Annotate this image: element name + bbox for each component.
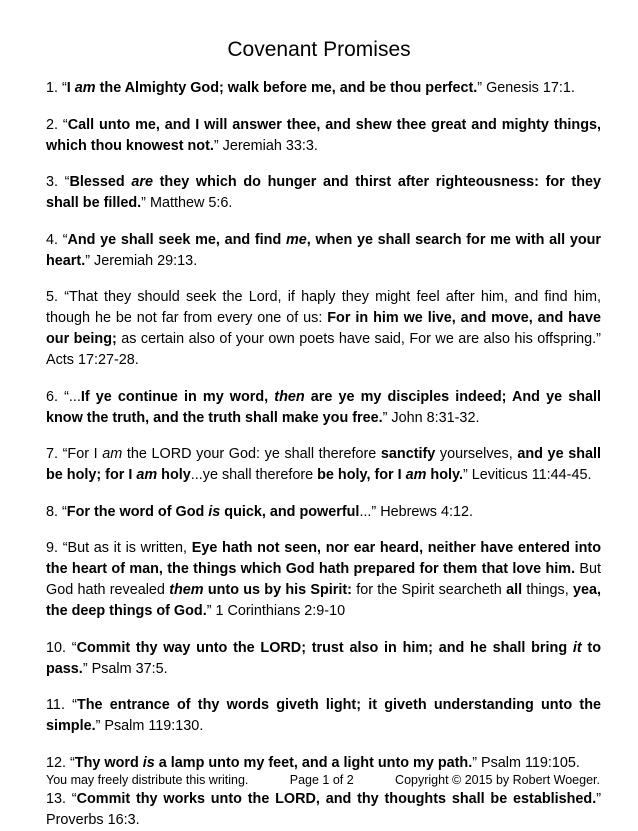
promise-text-segment: are [131,174,153,190]
promise-text-segment: am [102,446,123,462]
promise-text-segment: 7. “For I [46,446,103,462]
promise-text-segment: ” Jeremiah 29:13. [85,252,198,269]
promise-text-segment: ” Psalm 37:5. [82,660,168,677]
promise-text-segment: Blessed [69,174,132,190]
promise-text-segment: for the Spirit searcheth [351,582,507,598]
promise-text-segment: 8. “ [46,503,67,520]
promise-text-segment: as certain also of your own poets have said, For we are also his offspring.” Acts 17:27-28. [46,331,601,368]
footer-distribution-note: You may freely distribute this writing. [46,773,249,787]
promise-text-segment: ” Psalm 119:105. [472,754,580,771]
promise-text-segment: 1. “ [46,80,67,96]
promise-text-segment: then [274,388,305,405]
promise-text-segment: 12. “ [46,754,75,771]
promise-text-segment: ” Jeremiah 33:3. [213,137,318,154]
promise-text-segment: ” Matthew 5:6. [141,195,233,211]
promise-text-segment: 5. “That they should seek the Lord, if haply they might feel after him, and find him, though he be not far from every one of us: [46,289,601,326]
promise-text-segment: 2. “ [46,116,68,133]
promise-text-segment: But God hath revealed [46,561,602,598]
promise-text-segment: ” Proverbs 16:3. [46,791,601,828]
promise-list [46,78,601,831]
promise-text-segment: Eye hath not seen, nor ear heard, neither have entered into the heart of man, the things which God hath prepared for them that love him. [46,540,601,577]
page-title: Covenant Promises [227,38,411,61]
promise-text-segment: the Almighty God; walk before me, and be thou perfect. [95,80,478,96]
page-footer [46,772,600,788]
promise-text-segment: 3. “ [46,174,70,190]
promise-text-segment: am [405,467,427,483]
promise-text-segment: ...” Hebrews 4:12. [359,503,474,520]
promise-text-segment: to pass. [46,639,602,677]
promise-text-segment: 11. “ [46,697,77,713]
promise-text-segment: I [66,80,75,96]
promise-text-segment: holy [157,467,191,483]
promise-text-segment: a lamp unto my feet, and a light unto my path. [154,754,473,771]
promise-item [46,753,601,774]
promise-text-segment: is [142,754,155,771]
promise-text-segment: me [285,231,307,248]
promise-text-segment: If ye continue in my word, [80,388,275,405]
promise-text-segment: is [208,503,221,520]
promise-text-segment: And ye shall seek me, and find [67,231,286,248]
promise-text-segment: am [74,80,96,96]
promise-text-segment: them [169,582,204,598]
promise-text-segment: For in him we live, and move, and have our being; [46,310,601,347]
footer-copyright: Copyright © 2015 by Robert Woeger. [395,773,600,787]
promise-text-segment: Commit thy works unto the LORD, and thy thoughts shall be established. [76,791,597,807]
promise-text-segment: yea, the deep things of God. [46,582,601,619]
promise-text-segment: and ye shall be holy; for I [46,446,601,483]
promise-item [46,230,601,272]
promise-text-segment: 4. “ [46,231,68,248]
promise-text-segment: the LORD your God: ye shall therefore [122,446,381,462]
promise-item [46,789,601,831]
promise-item [46,538,601,622]
promise-text-segment: holy. [426,467,463,483]
promise-item [46,172,601,214]
promise-text-segment: 9. “But as it is written, [46,540,192,556]
promise-text-segment: 6. “... [46,388,81,405]
promise-text-segment: all [506,582,523,598]
promise-text-segment: ” 1 Corinthians 2:9-10 [206,603,346,619]
promise-text-segment: Thy word [74,754,143,771]
promise-text-segment: quick, and powerful [220,503,360,520]
promise-item [46,695,601,737]
promise-item [46,444,601,486]
footer-page-number: Page 1 of 2 [289,773,354,787]
promise-text-segment: be holy, for I [317,467,406,483]
promise-item [46,638,601,680]
promise-text-segment: yourselves, [435,446,518,462]
promise-text-segment: Commit thy way unto the LORD; trust also in him; and he shall bring [76,639,573,656]
promise-text-segment: are ye my disciples indeed; And ye shall know the truth, and the truth shall make you free. [46,388,601,426]
promise-text-segment: ” Psalm 119:130. [95,718,204,734]
promise-text-segment: am [136,467,158,483]
promise-text-segment: Call unto me, and I will answer thee, and shew thee great and mighty things, which thou knowest not. [46,116,601,154]
promise-text-segment: , when ye shall search for me with all your heart. [46,231,601,269]
promise-text-segment: 10. “ [46,639,77,656]
promise-item [46,287,601,371]
promise-text-segment: ” Leviticus 11:44-45. [462,467,592,483]
promise-text-segment: 13. “ [46,791,77,807]
promise-item [46,78,601,99]
promise-text-segment: they which do hunger and thirst after righteousness: for they shall be filled. [46,174,602,211]
promise-item [46,387,601,429]
promise-text-segment: unto us by his Spirit: [203,582,352,598]
promise-text-segment: ...ye shall therefore [190,467,318,483]
promise-text-segment: The entrance of thy words giveth light; it giveth understanding unto the simple. [46,697,601,734]
promise-text-segment: it [572,639,582,656]
promise-text-segment: ” John 8:31-32. [382,409,480,426]
promise-item [46,502,601,523]
promise-item [46,115,601,157]
promise-text-segment: things, [522,582,573,598]
promise-text-segment: sanctify [380,446,436,462]
promise-text-segment: ” Genesis 17:1. [477,80,575,96]
promise-text-segment: For the word of God [66,503,209,520]
